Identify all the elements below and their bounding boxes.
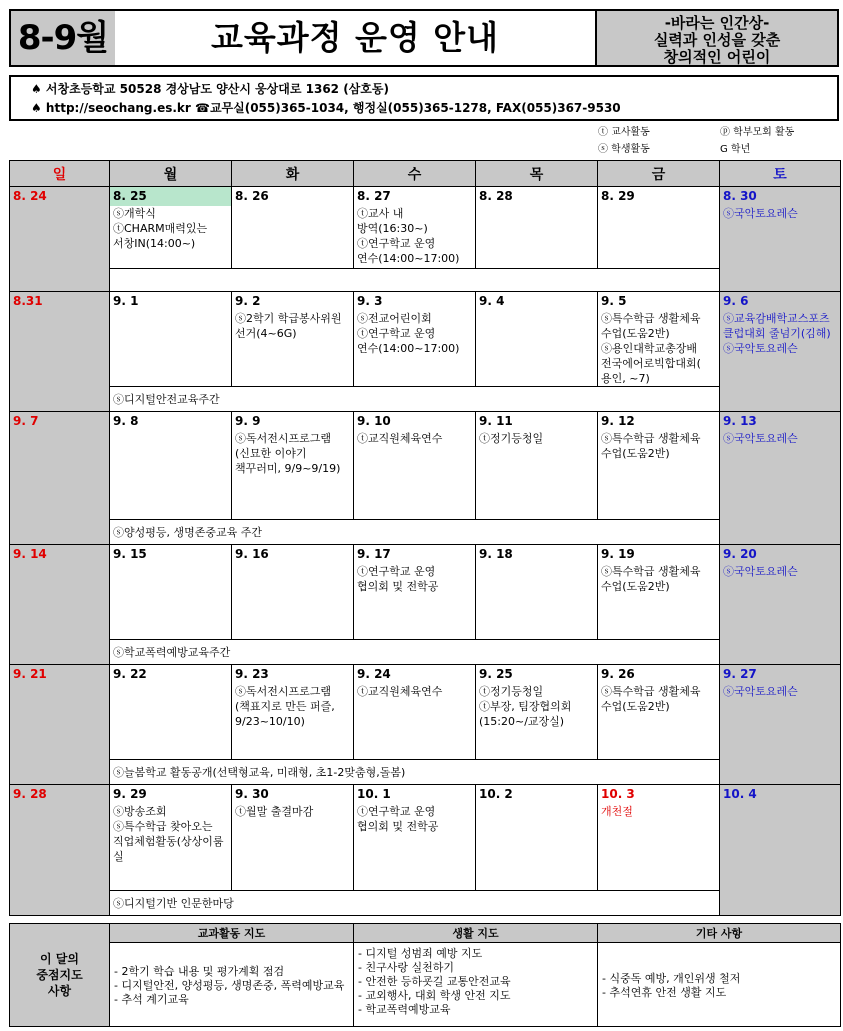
- week-note: ⓢ늘봄학교 활동공개(선택형교육, 미래형, 초1-2맞춤형,돌봄): [110, 760, 720, 785]
- day-header-tue: 화: [232, 161, 354, 187]
- date-label: 9. 1: [113, 294, 139, 308]
- week-row: [10, 187, 841, 269]
- event-text: ⓢ국악토요레슨: [723, 207, 798, 220]
- week-row: [10, 545, 841, 640]
- event-text: ⓣ교직원체육연수: [357, 685, 443, 698]
- date-label: 8. 24: [13, 189, 47, 203]
- legend-parent: ⓟ 학부모회 활동: [720, 127, 795, 138]
- event-text: 전국에어로빅합대회(: [601, 357, 701, 370]
- school-contact: ♠ http://seochang.es.kr ☎교무실(055)365-1034, 행정실(055)365-1278, FAX(055)367-9530: [31, 101, 621, 115]
- day-cell: [354, 545, 476, 640]
- date-label: 9. 11: [479, 414, 513, 428]
- day-cell: [10, 545, 110, 665]
- event-text: 용인, ~7): [601, 372, 650, 385]
- day-cell: [10, 412, 110, 545]
- week-note: ⓢ학교폭력예방교육주간: [110, 640, 720, 665]
- day-cell: [598, 292, 720, 387]
- school-address: ♠ 서창초등학교 50528 경상남도 양산시 웅상대로 1362 (삼호동): [31, 82, 389, 96]
- day-cell: [354, 187, 476, 269]
- day-cell: [354, 292, 476, 387]
- event-text: ⓢ국악토요레슨: [723, 685, 798, 698]
- day-cell: [598, 412, 720, 520]
- event-text: 수업(도움2반): [601, 327, 670, 340]
- day-cell: [110, 785, 232, 891]
- date-label: 9. 10: [357, 414, 391, 428]
- date-label: 9. 26: [601, 667, 635, 681]
- event-text: 직업체험활동(상상이룸: [113, 835, 224, 848]
- day-cell: [232, 187, 354, 269]
- date-label: 9. 20: [723, 547, 757, 561]
- date-label: 8. 26: [235, 189, 269, 203]
- day-cell: [476, 187, 598, 269]
- event-text: (신묘한 이야기: [235, 447, 307, 460]
- week-row: [10, 292, 841, 387]
- date-label: 9. 27: [723, 667, 757, 681]
- date-label: 9. 2: [235, 294, 261, 308]
- list-item: - 추석연휴 안전 생활 지도: [602, 985, 727, 999]
- day-cell: [10, 665, 110, 785]
- week-note-row: [10, 891, 841, 916]
- date-label: 9. 29: [113, 787, 147, 801]
- event-text: ⓢ2학기 학급봉사위원: [235, 312, 342, 325]
- event-text: ⓢ특수학급 찾아오는: [113, 820, 213, 833]
- event-text: ⓣCHARM매력있는: [113, 222, 208, 235]
- subject-guidance-header: 교과활동 지도: [110, 924, 354, 943]
- event-text: ⓣ교사 내: [357, 207, 404, 220]
- life-guidance-header: 생활 지도: [354, 924, 598, 943]
- date-label: 9. 15: [113, 547, 147, 561]
- date-label: 9. 14: [13, 547, 47, 561]
- day-cell: [232, 412, 354, 520]
- event-text: ⓣ정기등청일: [479, 432, 544, 445]
- event-text: ⓣ월말 출결마감: [235, 805, 314, 818]
- event-text: ⓢ전교어린이회: [357, 312, 432, 325]
- day-header-mon: 월: [110, 161, 232, 187]
- date-label: 9. 23: [235, 667, 269, 681]
- week-note-row: [10, 760, 841, 785]
- day-cell: [598, 665, 720, 760]
- week-note-row: [10, 640, 841, 665]
- date-label: 9. 18: [479, 547, 513, 561]
- week-note-row: [10, 520, 841, 545]
- page-title: 교육과정 운영 안내: [210, 18, 499, 57]
- list-item: - 친구사랑 실천하기: [358, 961, 454, 974]
- event-text: ⓣ정기등청일: [479, 685, 544, 698]
- event-text: ⓢ특수학급 생활체육: [601, 565, 701, 578]
- event-text: 협의회 및 전학공: [357, 580, 439, 593]
- event-text: 연수(14:00~17:00): [357, 342, 460, 355]
- date-label: 9. 8: [113, 414, 139, 428]
- date-label: 9. 25: [479, 667, 513, 681]
- event-text: ⓢ독서전시프로그램: [235, 432, 332, 445]
- date-label: 9. 4: [479, 294, 505, 308]
- event-text: 수업(도움2반): [601, 580, 670, 593]
- date-label: 9. 30: [235, 787, 269, 801]
- focus-guidance-table: [9, 923, 841, 1027]
- week-row: [10, 412, 841, 520]
- date-label: 9. 6: [723, 294, 749, 308]
- day-cell: [110, 412, 232, 520]
- day-cell: [354, 665, 476, 760]
- list-item: - 교외행사, 대회 학생 안전 지도: [358, 989, 511, 1002]
- day-header-sun: 일: [10, 161, 110, 187]
- event-text: ⓢ국악토요레슨: [723, 342, 798, 355]
- day-cell: [354, 785, 476, 891]
- event-text: ⓢ개학식: [113, 207, 156, 220]
- side-title-line: 사항: [47, 984, 72, 998]
- date-label: 8. 27: [357, 189, 391, 203]
- header-title-box: [9, 9, 597, 67]
- etc-header: 기타 사항: [598, 924, 841, 943]
- side-title-line: 이 달의: [40, 952, 79, 966]
- week-note-row: [10, 269, 841, 292]
- day-cell: [476, 785, 598, 891]
- day-cell: [720, 187, 841, 292]
- date-label: 9. 5: [601, 294, 627, 308]
- day-cell: [598, 545, 720, 640]
- date-label: 10. 3: [601, 787, 635, 801]
- list-item: - 추석 계기교육: [114, 992, 189, 1006]
- date-label: 8. 30: [723, 189, 757, 203]
- list-item: - 안전한 등하굣길 교통안전교육: [358, 975, 511, 988]
- event-text: 방역(16:30~): [357, 222, 428, 235]
- event-text: 실: [113, 850, 124, 863]
- event-text: ⓢ특수학급 생활체육: [601, 432, 701, 445]
- date-label: 9. 19: [601, 547, 635, 561]
- day-header-wed: 수: [354, 161, 476, 187]
- event-text: 협의회 및 전학공: [357, 820, 439, 833]
- life-guidance-list: [354, 943, 598, 1027]
- school-motto: [597, 9, 839, 67]
- day-cell: [476, 412, 598, 520]
- day-header-thu: 목: [476, 161, 598, 187]
- day-cell: [10, 292, 110, 412]
- side-title-line: 중점지도: [36, 968, 83, 982]
- day-cell: [720, 785, 841, 916]
- event-text: 연수(14:00~17:00): [357, 252, 460, 265]
- day-cell: [110, 187, 232, 269]
- event-text: 수업(도움2반): [601, 447, 670, 460]
- date-label: 10. 2: [479, 787, 513, 801]
- day-cell: [354, 412, 476, 520]
- event-text: ⓢ교육감배학교스포츠: [723, 312, 830, 325]
- week-note: ⓢ양성평등, 생명존중교육 주간: [110, 520, 720, 545]
- day-cell: [598, 187, 720, 269]
- date-label: 9. 22: [113, 667, 147, 681]
- event-text: 책꾸러미, 9/9~9/19): [235, 462, 341, 475]
- day-cell: [476, 665, 598, 760]
- focus-side-title: [10, 924, 110, 1027]
- month-label: 8-9월: [11, 11, 115, 65]
- day-cell: [720, 412, 841, 545]
- legend-student: ⓢ 학생활동: [598, 144, 650, 155]
- week-note-row: [10, 387, 841, 412]
- event-text: 서창IN(14:00~): [113, 237, 196, 250]
- event-text: 수업(도움2반): [601, 700, 670, 713]
- day-cell: [232, 292, 354, 387]
- day-cell: [10, 187, 110, 292]
- etc-list: [598, 943, 841, 1027]
- list-item: - 2학기 학습 내용 및 평가계획 점검: [114, 964, 285, 978]
- event-text: 9/23~10/10): [235, 715, 305, 728]
- date-label: 10. 4: [723, 787, 757, 801]
- date-label: 9. 3: [357, 294, 383, 308]
- week-row: [10, 665, 841, 760]
- event-text: ⓢ용인대학교총장배: [601, 342, 698, 355]
- day-cell: [232, 785, 354, 891]
- school-info: [9, 75, 839, 121]
- day-cell: [110, 545, 232, 640]
- date-label: 8. 25: [110, 187, 231, 206]
- day-cell: [110, 665, 232, 760]
- week-note: ⓢ디지털기반 인문한마당: [110, 891, 720, 916]
- date-label: 9. 17: [357, 547, 391, 561]
- week-row: [10, 785, 841, 891]
- day-header-fri: 금: [598, 161, 720, 187]
- day-cell: [720, 665, 841, 785]
- date-label: 9. 13: [723, 414, 757, 428]
- list-item: - 디지털 성범죄 예방 지도: [358, 947, 483, 960]
- date-label: 8. 29: [601, 189, 635, 203]
- event-text: 개천절: [601, 805, 633, 818]
- motto-line: 창의적인 어린이: [663, 48, 771, 66]
- day-cell: [476, 545, 598, 640]
- list-item: - 디지털안전, 양성평등, 생명존중, 폭력예방교육: [114, 978, 345, 992]
- motto-line: 실력과 인성을 갖춘: [653, 31, 781, 49]
- date-label: 9. 16: [235, 547, 269, 561]
- day-cell: [720, 545, 841, 665]
- date-label: 9. 21: [13, 667, 47, 681]
- legend-grade: G 학년: [720, 144, 751, 155]
- week-note: ⓢ디지털안전교육주간: [110, 387, 720, 412]
- list-item: - 학교폭력예방교육: [358, 1003, 451, 1016]
- calendar-table: [9, 160, 841, 916]
- event-text: ⓣ연구학교 운영: [357, 565, 436, 578]
- event-text: ⓢ국악토요레슨: [723, 565, 798, 578]
- day-cell: [10, 785, 110, 916]
- date-label: 10. 1: [357, 787, 391, 801]
- event-text: ⓣ연구학교 운영: [357, 327, 436, 340]
- date-label: 9. 7: [13, 414, 39, 428]
- date-label: 9. 9: [235, 414, 261, 428]
- event-text: ⓣ연구학교 운영: [357, 805, 436, 818]
- day-cell: [232, 545, 354, 640]
- date-label: 9. 12: [601, 414, 635, 428]
- subject-guidance-list: [110, 943, 354, 1027]
- date-label: 9. 28: [13, 787, 47, 801]
- event-text: ⓢ특수학급 생활체육: [601, 685, 701, 698]
- date-label: 8.31: [13, 294, 43, 308]
- week-note: [110, 269, 720, 292]
- event-text: 클럽대회 줄넘기(김해): [723, 327, 831, 340]
- event-text: ⓢ독서전시프로그램: [235, 685, 332, 698]
- event-text: (15:20~/교장실): [479, 715, 565, 728]
- date-label: 8. 28: [479, 189, 513, 203]
- day-cell: [110, 292, 232, 387]
- motto-line: -바라는 인간상-: [664, 14, 770, 32]
- event-text: ⓣ교직원체육연수: [357, 432, 443, 445]
- event-text: 선거(4~6G): [235, 327, 297, 340]
- date-label: 9. 24: [357, 667, 391, 681]
- event-text: ⓢ방송조회: [113, 805, 167, 818]
- day-cell: [232, 665, 354, 760]
- event-text: ⓣ연구학교 운영: [357, 237, 436, 250]
- event-text: ⓢ특수학급 생활체육: [601, 312, 701, 325]
- legend-teacher: ⓣ 교사활동: [598, 127, 650, 138]
- event-text: ⓢ국악토요레슨: [723, 432, 798, 445]
- list-item: - 식중독 예방, 개인위생 철저: [602, 971, 741, 985]
- day-header-sat: 토: [720, 161, 841, 187]
- event-text: (책표지로 만든 퍼즐,: [235, 700, 335, 713]
- day-cell: [720, 292, 841, 412]
- day-cell: [598, 785, 720, 891]
- day-cell: [476, 292, 598, 387]
- event-text: ⓣ부장, 팀장협의회: [479, 700, 572, 713]
